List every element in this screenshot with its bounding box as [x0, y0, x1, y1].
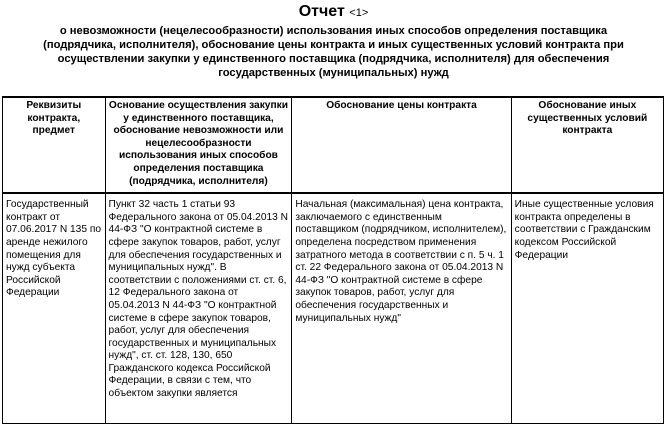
document-subtitle: о невозможности (нецелесообразности) использования иных способов определения поставщика (подрядчика, исполнителя), обоснование цены контракта и иных существенных условий контракта при осуществлении закупки у единственного поставщика (подрядчика, исполнителя) для обеспечения государственных (муниципальных) нужд: [43, 25, 624, 79]
table-header-row: [3, 97, 664, 193]
report-header: [0, 0, 667, 80]
cell-other-conditions: Иные существенные условия контракта определены в соответствии с Гражданским кодексом Российской Федерации: [511, 193, 663, 423]
cell-contract-details: Государственный контракт от 07.06.2017 N 135 по аренде нежилого помещения для нужд субъекта Российской Федерации: [3, 193, 106, 423]
cell-procurement-basis: Пункт 32 часть 1 статьи 93 Федерального закона от 05.04.2013 N 44-ФЗ "О контрактной системе в сфере закупок товаров, работ, услуг для обеспечения государственных и муниципальных нужд". В соответствии с положениями ст. ст. 6, 12 Федерального закона от 05.04.2013 N 44-ФЗ "О контрактной системе в сфере закупок товаров, работ, услуг для обеспечения государственных и муниципальных нужд", ст. ст. 128, 130, 650 Гражданского кодекса Российской Федерации, в связи с тем, что объектом закупки является: [105, 193, 292, 423]
title-text: Отчет: [298, 3, 345, 20]
cell-price-justification: Начальная (максимальная) цена контракта, заключаемого с единственным поставщиком (подрядчиком, исполнителем), определена посредством применения затратного метода в соответствии с п. 5 ч. 1 ст. 22 Федерального закона от 05.04.2013 N 44-ФЗ "О контрактной системе в сфере закупок товаров, работ, услуг для обеспечения государственных и муниципальных нужд": [292, 193, 511, 423]
table-row: [3, 193, 664, 423]
footnote-marker: <1>: [349, 7, 369, 19]
document-title: [0, 3, 667, 22]
report-table: [2, 96, 664, 424]
column-header-procurement-basis: Основание осуществления закупки у единственного поставщика, обоснование невозможности или нецелесообразности использования иных способов определения поставщика (подрядчика, исполнителя): [105, 97, 292, 193]
column-header-price-justification: Обоснование цены контракта: [292, 97, 511, 193]
column-header-contract-details: Реквизиты контракта, предмет: [3, 97, 106, 193]
column-header-other-conditions: Обоснование иных существенных условий контракта: [511, 97, 663, 193]
